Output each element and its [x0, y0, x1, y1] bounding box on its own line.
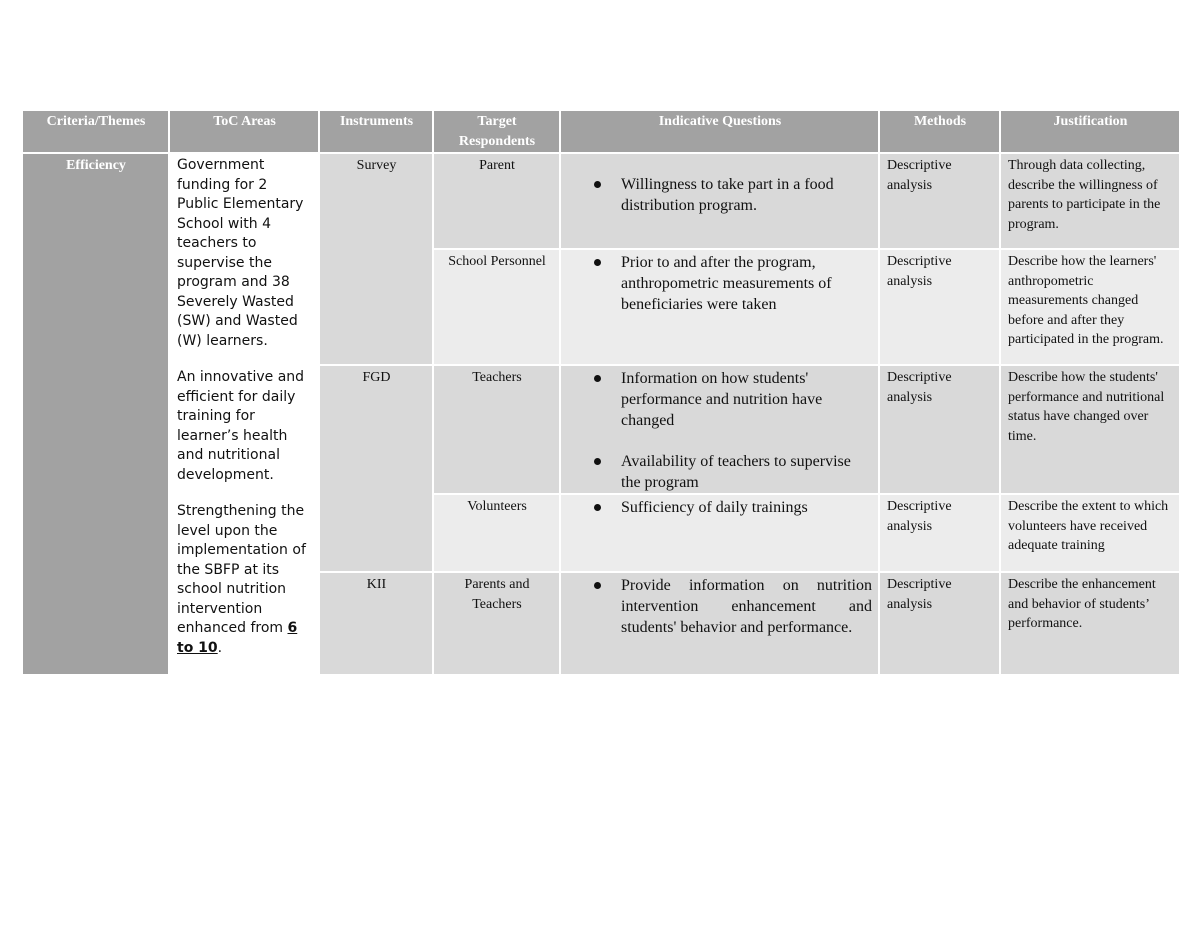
criteria-cell: Efficiency: [22, 153, 169, 675]
justification-parent: Through data collecting, describe the willingness of parents to participate in the program.: [1000, 153, 1180, 249]
header-toc-areas: ToC Areas: [169, 110, 319, 153]
question-list: [568, 497, 872, 518]
toc-area-2: An innovative and efficient for daily training for learner’s health and nutritional development.: [177, 369, 305, 483]
toc-area-1: Government funding for 2 Public Elementary School with 4 teachers to supervise the program and 38 Severely Wasted (SW) and Wasted (W) learners.: [177, 157, 304, 349]
questions-parents-and-teachers: [560, 572, 879, 675]
question-list: [568, 252, 872, 315]
table-row: [22, 153, 1180, 249]
question-item: Willingness to take part in a food distribution program.: [568, 174, 872, 216]
question-item: Sufficiency of daily trainings: [568, 497, 872, 518]
toc-area-3-emphasis: 6 to 10: [177, 620, 298, 656]
questions-teachers: [560, 365, 879, 494]
question-list: [568, 368, 872, 493]
question-list: [568, 575, 872, 638]
justification-school-personnel: Describe how the learners' anthropometric measurements changed before and after they participated in the program.: [1000, 249, 1180, 365]
toc-area-3-text: Strengthening the level upon the implementation of the SBFP at its school nutrition intervention enhanced from: [177, 503, 306, 636]
justification-teachers: Describe how the students' performance and nutritional status have changed over time.: [1000, 365, 1180, 494]
question-item: Provide information on nutrition intervention enhancement and students' behavior and performance.: [568, 575, 872, 638]
header-row: [22, 110, 1180, 153]
respondent-school-personnel: School Personnel: [433, 249, 560, 365]
question-item: Prior to and after the program, anthropometric measurements of beneficiaries were taken: [568, 252, 872, 315]
respondent-parents-and-teachers: Parents and Teachers: [433, 572, 560, 675]
header-methods: Methods: [879, 110, 1000, 153]
questions-school-personnel: [560, 249, 879, 365]
header-justification: Justification: [1000, 110, 1180, 153]
instrument-fgd: FGD: [319, 365, 433, 572]
toc-areas-cell: [169, 153, 319, 675]
method-parent: Descriptive analysis: [879, 153, 1000, 249]
question-item: Information on how students' performance and nutrition have changed: [568, 368, 872, 431]
header-target-respondents: Target Respondents: [433, 110, 560, 153]
instrument-kii: KII: [319, 572, 433, 675]
instrument-survey: Survey: [319, 153, 433, 365]
questions-volunteers: [560, 494, 879, 572]
method-school-personnel: Descriptive analysis: [879, 249, 1000, 365]
toc-area-3: [177, 502, 312, 658]
questions-parent: [560, 153, 879, 249]
header-criteria-themes: Criteria/Themes: [22, 110, 169, 153]
header-indicative-questions: Indicative Questions: [560, 110, 879, 153]
question-item: Availability of teachers to supervise the program: [568, 451, 872, 493]
justification-parents-and-teachers: Describe the enhancement and behavior of students’ performance.: [1000, 572, 1180, 675]
question-list: [568, 174, 872, 216]
method-teachers: Descriptive analysis: [879, 365, 1000, 494]
respondent-teachers: Teachers: [433, 365, 560, 494]
header-instruments: Instruments: [319, 110, 433, 153]
evaluation-matrix-table: [21, 109, 1181, 676]
justification-volunteers: Describe the extent to which volunteers have received adequate training: [1000, 494, 1180, 572]
method-parents-and-teachers: Descriptive analysis: [879, 572, 1000, 675]
method-volunteers: Descriptive analysis: [879, 494, 1000, 572]
respondent-volunteers: Volunteers: [433, 494, 560, 572]
respondent-parent: Parent: [433, 153, 560, 249]
toc-area-3-end: .: [217, 639, 223, 656]
